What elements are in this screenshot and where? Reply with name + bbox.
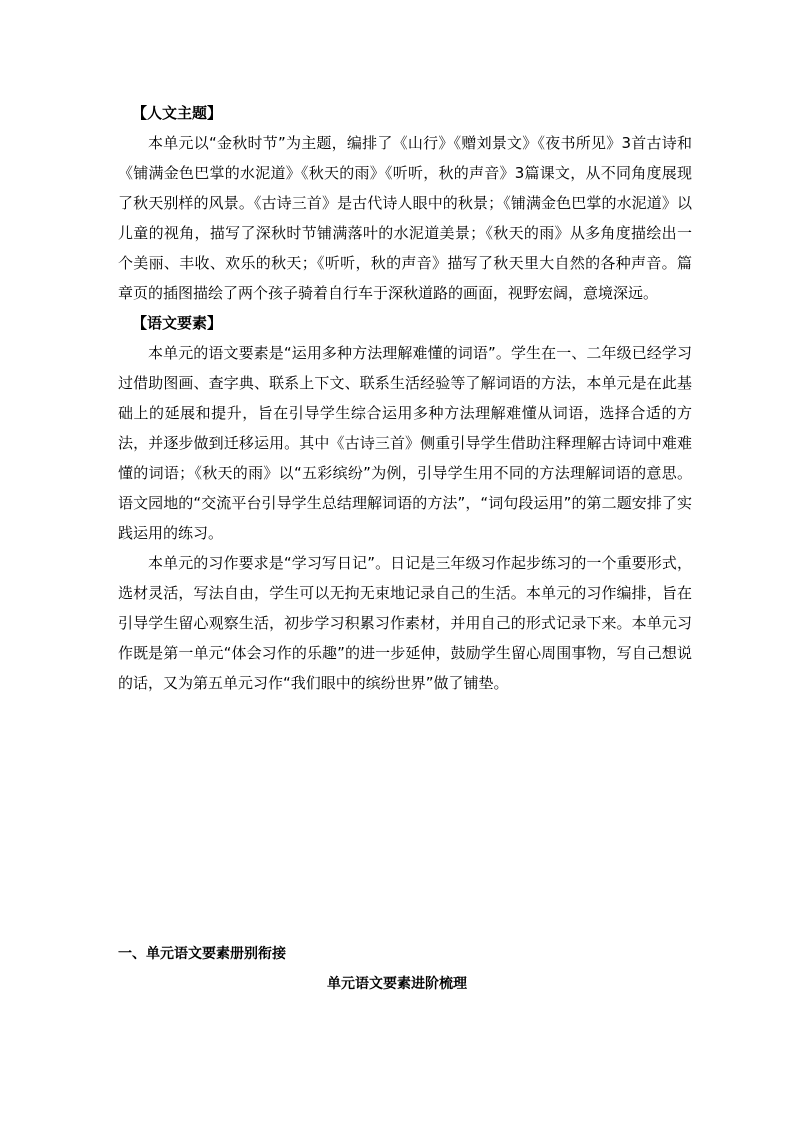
paragraph-language-elements: 本单元的语文要素是“运用多种方法理解难懂的词语”。学生在一、二年级已经学习过借助图画、查字典、联系上下文、联系生活经验等了解词语的方法，本单元是在此基础上的延展和提升，旨在引导学生综合运用多种方法理解难懂从词语，选择合适的方法，并逐步做到迁移运用。其中《古诗三首》侧重引导学生借助注释理解古诗词中难难懂的词语；《秋天的雨》以“五彩缤纷”为例，引导学生用不同的方法理解词语的意思。语文园地的“交流平台引导学生总结理解词语的方法”，“词句段运用”的第二题安排了实践运用的练习。 <box>118 344 692 542</box>
paragraph-humanities-theme: 本单元以“金秋时节”为主题，编排了《山行》《赠刘景文》《夜书所见》3首古诗和《铺满金色巴掌的水泥道》《秋天的雨》《听听，秋的声音》3篇课文，从不同角度展现了秋天别样的风景。《古诗三首》是古代诗人眼中的秋景；《铺满金色巴掌的水泥道》以儿童的视角，描写了深秋时节铺满落叶的水泥道美景；《秋天的雨》从多角度描绘出一个美丽、丰收、欢乐的秋天；《听听，秋的声音》描写了秋天里大自然的各种声音。篇章页的插图描绘了两个孩子骑着自行车于深秋道路的画面，视野宏阔，意境深远。 <box>118 134 692 302</box>
section-title: 一、单元语文要素册别衔接 <box>118 946 286 962</box>
table-title: 单元语文要素进阶梳理 <box>327 976 467 992</box>
heading-humanities-theme: 【人文主题】 <box>132 104 223 122</box>
paragraph-writing-requirements: 本单元的习作要求是“学习写日记”。日记是三年级习作起步练习的一个重要形式，选材灵活，写法自由，学生可以无拘无束地记录自己的生活。本单元的习作编排，旨在引导学生留心观察生活，初步学习积累习作素材，并用自己的形式记录下来。本单元习作既是第一单元“体会习作的乐趣”的进一步延伸，鼓励学生留心周围事物，写自己想说的话，又为第五单元习作“我们眼中的缤纷世界”做了铺垫。 <box>118 554 692 692</box>
document-body <box>118 98 692 698</box>
heading-language-elements: 【语文要素】 <box>132 314 223 332</box>
